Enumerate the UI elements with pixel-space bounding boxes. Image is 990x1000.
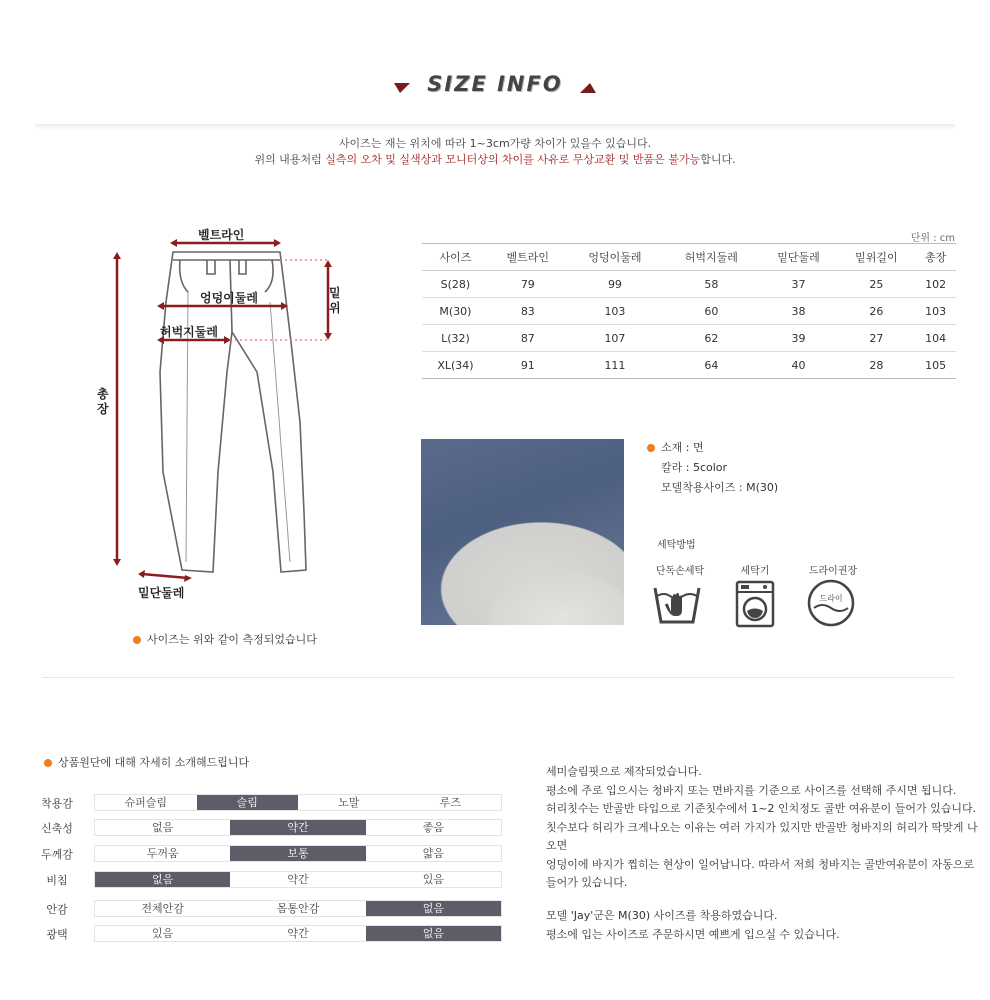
hip-label: 엉덩이둘레 — [200, 291, 258, 305]
washing-machine-icon — [735, 580, 775, 628]
scale-option: 없음 — [95, 872, 230, 887]
scale-option: 슈퍼슬림 — [124, 796, 167, 809]
fabric-photo — [421, 439, 624, 625]
scale-option: 얇음 — [422, 847, 444, 860]
length-arrow — [113, 252, 121, 566]
belt-label: 벨트라인 — [198, 228, 245, 242]
header-divider — [35, 124, 955, 130]
scale-option: 보통 — [230, 846, 365, 861]
table-row: XL(34) 91 111 64 40 28 105 — [422, 352, 956, 379]
scale-option: 몸통안감 — [276, 902, 320, 915]
table-row: M(30) 83 103 60 38 26 103 — [422, 298, 956, 325]
col-hem: 밑단둘레 — [760, 244, 838, 271]
bullet-icon — [44, 759, 52, 767]
col-belt: 벨트라인 — [489, 244, 567, 271]
col-hip: 엉덩이둘레 — [567, 244, 663, 271]
scale-option: 슬림 — [197, 795, 299, 810]
dry-clean-icon — [806, 578, 856, 628]
fabric-row-scale — [94, 925, 502, 942]
col-rise: 밑위길이 — [837, 244, 915, 271]
fabric-row-scale — [94, 819, 502, 836]
size-info-header — [0, 72, 990, 96]
scale-option: 약간 — [287, 927, 309, 940]
length-label: 총장 — [97, 387, 109, 416]
size-table — [422, 243, 956, 379]
wash-hand-label: 단독손세탁 — [655, 566, 705, 577]
wash-dry-label: 드라이권장 — [808, 566, 858, 577]
notice-line-2: 위의 내용처럼 실측의 오차 및 실색상과 모니터상의 차이를 사유로 무상교환 및 반품은 불가능합니다. — [254, 153, 736, 166]
hem-arrow — [138, 570, 192, 582]
scale-option: 두꺼움 — [146, 847, 179, 860]
scale-option: 있음 — [152, 927, 174, 940]
fabric-row-label: 광택 — [46, 928, 68, 941]
scale-option: 전체안감 — [141, 902, 184, 915]
fabric-row-label: 안감 — [46, 903, 68, 916]
notice-line-1: 사이즈는 재는 위치에 따라 1~3cm가량 차이가 있을수 있습니다. — [338, 137, 652, 150]
scale-option: 있음 — [422, 873, 444, 886]
washing-title: 세탁방법 — [657, 540, 696, 551]
material-color: 칼라 : 5color — [661, 461, 728, 474]
scale-option: 없음 — [152, 821, 174, 834]
fabric-row-scale — [94, 794, 502, 811]
bullet-icon — [647, 444, 655, 452]
fabric-row-scale — [94, 900, 502, 917]
wash-machine-label: 세탁기 — [740, 566, 770, 577]
unit-label: 단위 : cm — [910, 233, 955, 244]
table-header-row — [422, 244, 956, 271]
hand-wash-icon — [652, 582, 702, 626]
section-divider — [42, 677, 954, 678]
col-thigh: 허벅지둘레 — [663, 244, 759, 271]
table-row: S(28) 79 99 58 37 25 102 — [422, 271, 956, 298]
page-title: SIZE INFO — [427, 72, 563, 96]
left-triangle-icon — [394, 83, 410, 93]
description-p2: 모델 'Jay'군은 M(30) 사이즈를 착용하였습니다. 평소에 입는 사이즈로 주문하시면 예쁘게 입으실 수 있습니다. — [546, 909, 840, 941]
scale-option: 없음 — [366, 901, 501, 916]
fabric-row-scale — [94, 871, 502, 888]
fabric-section-title: 상품원단에 대해 자세히 소개해드립니다 — [44, 754, 249, 770]
fabric-row-label: 비침 — [46, 874, 68, 887]
scale-option: 약간 — [287, 873, 309, 886]
fabric-row-label: 신축성 — [41, 822, 73, 835]
fabric-row-label: 착용감 — [41, 797, 73, 810]
thigh-label: 허벅지둘레 — [160, 325, 218, 339]
scale-option: 좋음 — [422, 821, 444, 834]
right-triangle-icon — [580, 83, 596, 93]
description-p1: 세미슬림핏으로 제작되었습니다. 평소에 주로 입으시는 청바지 또는 면바지를 기준으로 사이즈를 선택해 주시면 됩니다. 허리칫수는 반골반 타입으로 기준칫수에서 1~2 인치정도 골반 여유분이 들어가 있습니다. 칫수보다 허리가 크게나오는 이유는 여러 가지가 있지만 반골반 청바지의 허리가 딱맞게 나오면 엉덩이에 바지가 찝히는 현상이 일어납니다. 따라서 저희 청바지는 골반여유분이 자동으로 들어가 있습니다. — [546, 765, 978, 889]
col-length: 총장 — [915, 244, 956, 271]
fabric-row-label: 두께감 — [41, 848, 73, 861]
table-row: L(32) 87 107 62 39 27 104 — [422, 325, 956, 352]
fabric-row-scale — [94, 845, 502, 862]
material-fabric: 소재 : 면 — [647, 439, 704, 455]
dry-clean-text: 드라이 — [819, 594, 843, 603]
material-model-size: 모델착용사이즈 : M(30) — [661, 481, 779, 494]
pants-diagram — [80, 222, 380, 602]
col-size: 사이즈 — [422, 244, 489, 271]
measure-note: 사이즈는 위와 같이 측정되었습니다 — [133, 631, 317, 647]
rise-label: 밑위 — [329, 286, 341, 315]
bullet-icon — [133, 636, 141, 644]
scale-option: 약간 — [230, 820, 365, 835]
hem-label: 밑단둘레 — [138, 586, 185, 600]
scale-option: 노말 — [338, 796, 360, 809]
notice-warning: 실측의 오차 및 실색상과 모니터상의 차이를 사유로 무상교환 및 반품은 불가능 — [325, 153, 701, 166]
scale-option: 루즈 — [439, 796, 461, 809]
scale-option: 없음 — [366, 926, 501, 941]
